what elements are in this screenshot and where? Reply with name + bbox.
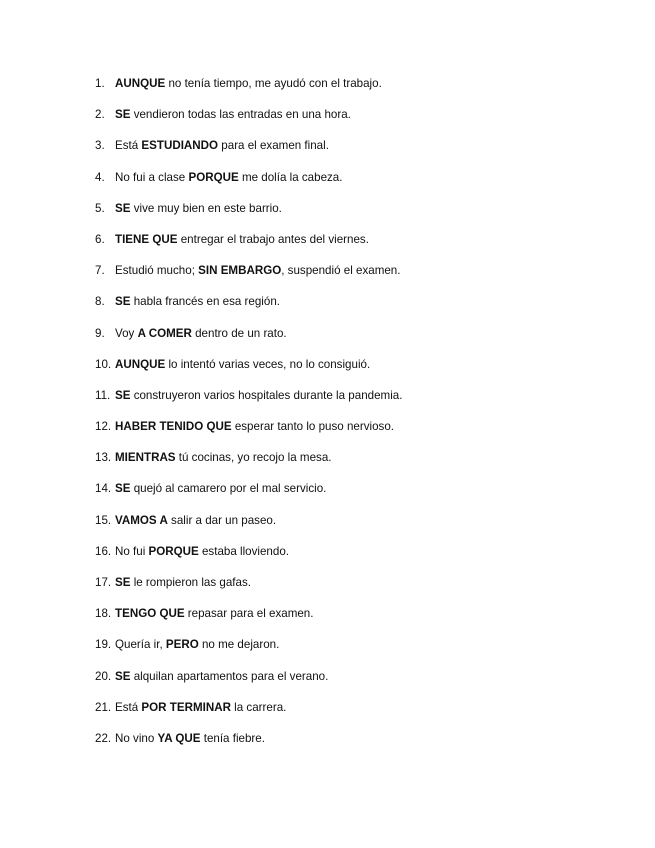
item-sentence bbox=[115, 138, 329, 153]
list-item bbox=[95, 263, 402, 294]
item-sentence bbox=[115, 513, 276, 528]
sentence-text-after: me dolía la cabeza. bbox=[238, 170, 343, 184]
list-item bbox=[95, 232, 402, 263]
item-number: 16. bbox=[95, 544, 112, 558]
item-number: 4. bbox=[95, 170, 105, 184]
sentence-text-after: no tenía tiempo, me ayudó con el trabajo. bbox=[165, 77, 382, 90]
list-item bbox=[95, 107, 402, 138]
item-sentence bbox=[115, 575, 251, 590]
highlighted-connector: PORQUE bbox=[188, 170, 239, 184]
sentence-text-before: No fui a clase bbox=[115, 170, 189, 184]
sentence-text-after: lo intentó varias veces, no lo consiguió. bbox=[165, 357, 371, 371]
item-number: 15. bbox=[95, 513, 112, 527]
sentence-text-before: Voy bbox=[115, 326, 138, 340]
item-sentence bbox=[115, 388, 402, 403]
list-item bbox=[95, 326, 402, 357]
item-sentence bbox=[115, 637, 279, 652]
item-number: 21. bbox=[95, 700, 112, 714]
sentence-text-after: alquilan apartamentos para el verano. bbox=[130, 669, 329, 683]
item-sentence bbox=[115, 481, 326, 496]
highlighted-connector: SE bbox=[115, 108, 131, 122]
list-item bbox=[95, 637, 402, 668]
sentence-text-before: No fui bbox=[115, 544, 149, 558]
list-item bbox=[95, 669, 402, 700]
item-sentence bbox=[115, 232, 369, 247]
item-sentence bbox=[115, 263, 400, 278]
sentence-text-after: entregar el trabajo antes del viernes. bbox=[177, 232, 369, 246]
list-item bbox=[95, 138, 402, 169]
item-sentence bbox=[115, 326, 287, 341]
sentence-text-before: Quería ir, bbox=[115, 638, 166, 652]
sentence-text-before: Estudió mucho; bbox=[115, 264, 199, 278]
sentence-text-after: , suspendió el examen. bbox=[281, 264, 401, 278]
highlighted-connector: TIENE QUE bbox=[115, 232, 178, 246]
list-item bbox=[95, 575, 402, 606]
sentence-list bbox=[95, 76, 402, 762]
item-number: 17. bbox=[95, 576, 112, 589]
list-item bbox=[95, 731, 402, 762]
list-item bbox=[95, 481, 402, 512]
item-number: 22. bbox=[95, 731, 112, 745]
sentence-text-before: Está bbox=[115, 700, 142, 714]
highlighted-connector: VAMOS A bbox=[115, 513, 168, 527]
item-number: 20. bbox=[95, 669, 112, 683]
sentence-text-after: estaba lloviendo. bbox=[198, 544, 290, 558]
list-item bbox=[95, 388, 402, 419]
sentence-text-after: quejó al camarero por el mal servicio. bbox=[130, 482, 327, 496]
sentence-text-after: salir a dar un paseo. bbox=[167, 513, 277, 527]
item-sentence bbox=[115, 731, 265, 746]
item-number: 7. bbox=[95, 264, 105, 278]
item-sentence bbox=[115, 544, 289, 559]
highlighted-connector: SIN EMBARGO bbox=[198, 264, 282, 278]
item-sentence bbox=[115, 357, 370, 372]
highlighted-connector: PERO bbox=[165, 638, 199, 652]
sentence-text-after: le rompieron las gafas. bbox=[130, 576, 251, 589]
highlighted-connector: MIENTRAS bbox=[115, 451, 176, 465]
item-number: 8. bbox=[95, 295, 105, 309]
item-sentence bbox=[115, 419, 394, 434]
highlighted-connector: SE bbox=[115, 482, 131, 496]
list-item bbox=[95, 294, 402, 325]
highlighted-connector: PORQUE bbox=[148, 544, 199, 558]
sentence-text-after: para el examen final. bbox=[218, 139, 329, 153]
item-sentence bbox=[115, 700, 286, 715]
sentence-text-before: No vino bbox=[115, 731, 158, 745]
highlighted-connector: SE bbox=[115, 295, 131, 309]
highlighted-connector: SE bbox=[115, 388, 131, 402]
sentence-text-after: dentro de un rato. bbox=[191, 326, 287, 340]
item-sentence bbox=[115, 606, 313, 621]
highlighted-connector: SE bbox=[115, 576, 131, 589]
list-item bbox=[95, 170, 402, 201]
list-item bbox=[95, 357, 402, 388]
highlighted-connector: POR TERMINAR bbox=[141, 700, 231, 714]
sentence-text-after: repasar para el examen. bbox=[184, 607, 314, 621]
item-sentence bbox=[115, 170, 342, 185]
sentence-text-after: tú cocinas, yo recojo la mesa. bbox=[175, 451, 332, 465]
item-number: 10. bbox=[95, 357, 112, 371]
highlighted-connector: SE bbox=[115, 201, 131, 215]
item-sentence bbox=[115, 294, 280, 309]
highlighted-connector: TENGO QUE bbox=[115, 607, 185, 621]
sentence-text-after: la carrera. bbox=[230, 700, 287, 714]
item-sentence bbox=[115, 450, 332, 465]
item-number: 13. bbox=[95, 451, 112, 465]
item-number: 3. bbox=[95, 139, 105, 153]
item-sentence bbox=[115, 76, 382, 91]
highlighted-connector: HABER TENIDO QUE bbox=[115, 420, 232, 434]
sentence-text-after: tenía fiebre. bbox=[200, 731, 265, 745]
list-item bbox=[95, 544, 402, 575]
item-sentence bbox=[115, 107, 351, 122]
item-number: 19. bbox=[95, 638, 112, 652]
highlighted-connector: A COMER bbox=[137, 326, 192, 340]
list-item bbox=[95, 450, 402, 481]
list-item bbox=[95, 201, 402, 232]
item-number: 18. bbox=[95, 607, 112, 621]
item-number: 5. bbox=[95, 201, 105, 215]
list-item bbox=[95, 700, 402, 731]
sentence-text-after: no me dejaron. bbox=[198, 638, 280, 652]
item-sentence bbox=[115, 201, 282, 216]
list-item bbox=[95, 419, 402, 450]
highlighted-connector: SE bbox=[115, 669, 131, 683]
sentence-text-after: construyeron varios hospitales durante la pandemia. bbox=[130, 388, 403, 402]
item-number: 11. bbox=[95, 388, 111, 402]
item-number: 6. bbox=[95, 232, 105, 246]
item-number: 2. bbox=[95, 108, 105, 122]
list-item bbox=[95, 513, 402, 544]
highlighted-connector: AUNQUE bbox=[115, 357, 166, 371]
item-number: 9. bbox=[95, 326, 105, 340]
list-item bbox=[95, 606, 402, 637]
item-sentence bbox=[115, 669, 328, 684]
item-number: 14. bbox=[95, 482, 112, 496]
highlighted-connector: AUNQUE bbox=[115, 77, 166, 90]
item-number: 1. bbox=[95, 77, 105, 90]
list-item bbox=[95, 76, 402, 107]
sentence-text-after: habla francés en esa región. bbox=[130, 295, 280, 309]
sentence-text-after: esperar tanto lo puso nervioso. bbox=[231, 420, 395, 434]
sentence-text-after: vendieron todas las entradas en una hora. bbox=[130, 108, 351, 122]
highlighted-connector: ESTUDIANDO bbox=[141, 139, 219, 153]
sentence-text-after: vive muy bien en este barrio. bbox=[130, 201, 282, 215]
highlighted-connector: YA QUE bbox=[157, 731, 201, 745]
sentence-text-before: Está bbox=[115, 139, 142, 153]
item-number: 12. bbox=[95, 420, 112, 434]
